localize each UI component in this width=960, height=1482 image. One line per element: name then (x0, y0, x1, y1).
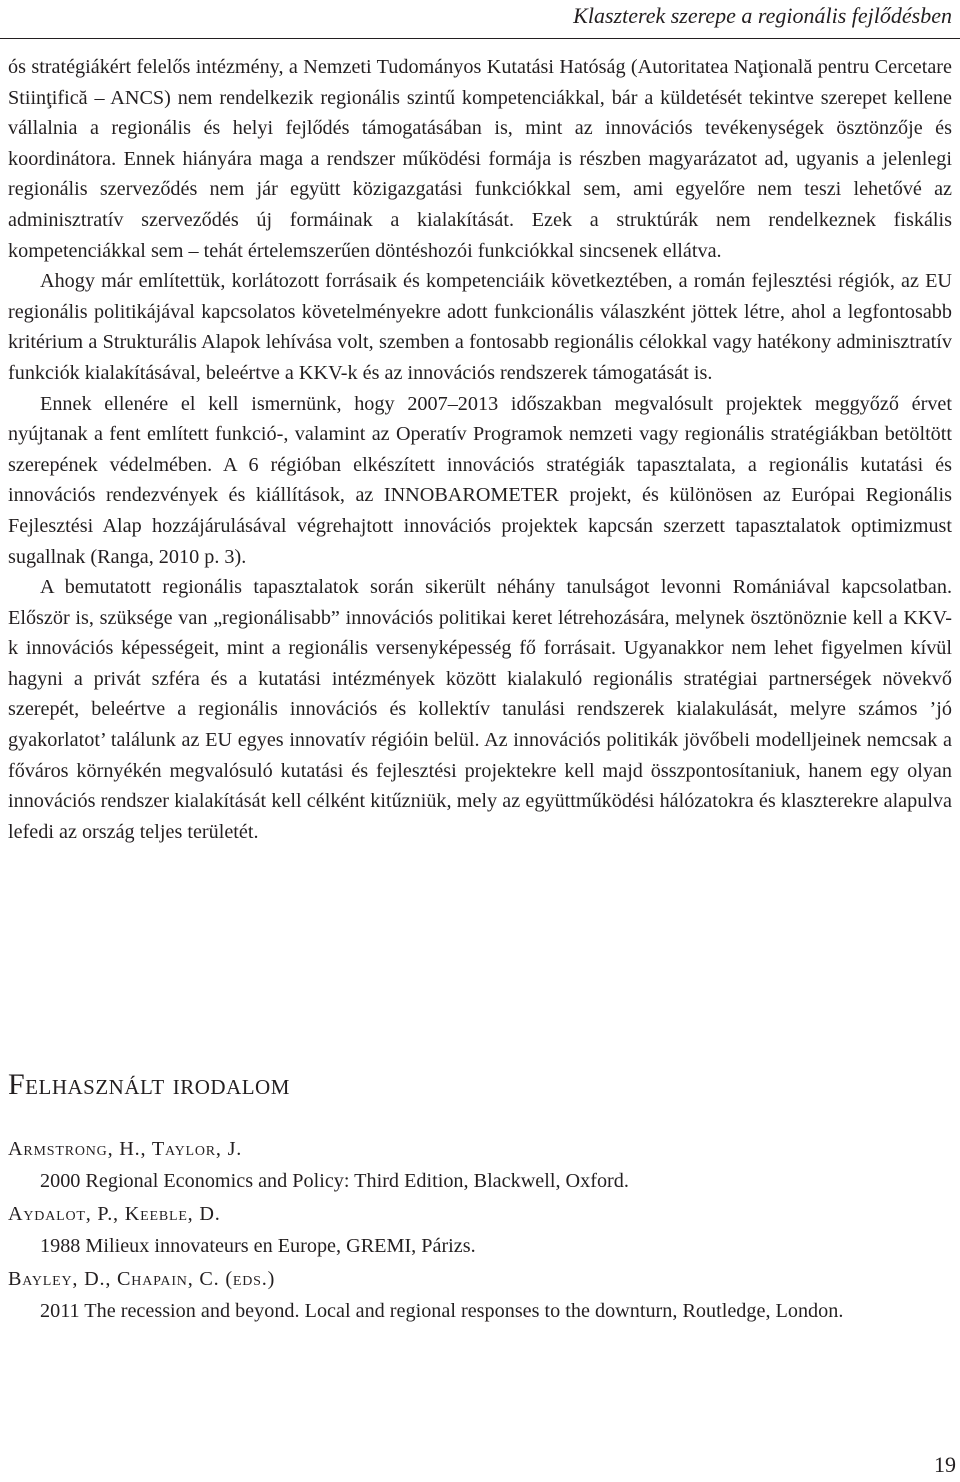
paragraph: ós stratégiákért felelős intézmény, a Nemzeti Tudományos Kutatási Hatóság (Autoritatea Naţională pentru Cercetare Stiinţifică – ANCS) nem rendelkezik regionális szintű kompetenciákkal, bár a küldetését tekintve szerepet kellene vállalnia a regionális és helyi fejlődés támogatásában is, mint az innovációs tevékenységek ösztönzője és koordinátora. Ennek hiányára maga a rendszer működési formája is részben magyarázatot ad, ugyanis a jelenlegi regionális szerveződés nem jár együtt közigazgatási funkciókkal sem, ami egyelőre nem teszi lehetővé az adminisztratív szerveződés új formáinak a kialakítását. Ezek a struktúrák nem rendelkeznek fiskális kompetenciákkal sem – tehát értelemszerűen döntéshozói funkciókkal sincsenek ellátva. (8, 56, 952, 262)
body-text (8, 52, 952, 847)
reference-entry (8, 1263, 952, 1328)
reference-detail: 2000 Regional Economics and Policy: Third Edition, Blackwell, Oxford. (40, 1170, 629, 1193)
reference-entry (8, 1198, 952, 1263)
reference-authors: Armstrong, H., Taylor, J. (8, 1138, 243, 1160)
reference-authors: Bayley, D., Chapain, C. (eds.) (8, 1267, 276, 1290)
section-heading: Felhasznált irodalom (8, 1068, 290, 1101)
reference-list (8, 1133, 952, 1327)
page-number: 19 (934, 1452, 956, 1477)
paragraph: Ennek ellenére el kell ismernünk, hogy 2007–2013 időszakban megvalósult projektek meggyőző érvet nyújtanak a fent említett funkció-, valamint az Operatív Programok nemzeti vagy regionális stratégiákban betöltött szerepének védelmében. A 6 régióban elkészített innovációs stratégiák tapasztalata, a regionális kutatási és innovációs rendezvények és kiállítások, az INNOBAROMETER projekt, és különösen az Európai Regionális Fejlesztési Alap hozzájárulásával végrehajtott innovációs projektek kapcsán szerzett tapasztalatok optimizmust sugallnak (Ranga, 2010 p. 3). (8, 392, 952, 568)
header-rule (0, 38, 960, 39)
reference-detail: 1988 Milieux innovateurs en Europe, GREMI, Párizs. (40, 1235, 476, 1258)
paragraph: Ahogy már említettük, korlátozott forrásaik és kompetenciáik következtében, a román fejlesztési régiók, az EU regionális politikájával kapcsolatos követelményekre adott funkcionális válaszként jöttek létre, ahol a legfontosabb kritérium a Strukturális Alapok lehívása volt, szemben a fontosabb regionális célokkal vagy hatékony adminisztratív funkciók kialakításával, beleértve a KKV-k és az innovációs rendszerek támogatását is. (8, 270, 952, 384)
paragraph: A bemutatott regionális tapasztalatok során sikerült néhány tanulságot levonni Romániával kapcsolatban. Először is, szüksége van „regionálisabb” innovációs politikai keret létrehozására, melynek ösztönöznie kell a KKV-k innovációs képességeit, mint a regionális versenyképesség fő forrásait. Ugyanakkor nem lehet figyelmen kívül hagyni a privát szféra és a kutatási intézmények között kialakuló regionális stratégiai partnerségek növekvő szerepét, beleértve a regionális innovációs és kollektív tanulási rendszerek kialakulását, melyre számos ’jó gyakorlatot’ találunk az EU egyes innovatív régióin belül. Az innovációs politikák jövőbeli modelljeinek nemcsak a főváros környékén megvalósuló kutatási és fejlesztési projektekre kell majd összpontosítaniuk, hanem egy olyan innovációs rendszer kialakítását kell célként kitűzniük, mely az együttműködési hálózatokra és klaszterekre alapulva lefedi az ország teljes területét. (8, 576, 952, 843)
reference-entry (8, 1133, 952, 1198)
running-header: Klaszterek szerepe a regionális fejlődésben (573, 3, 952, 28)
reference-authors: Aydalot, P., Keeble, D. (8, 1202, 221, 1225)
reference-detail: 2011 The recession and beyond. Local and regional responses to the downturn, Routledge, London. (40, 1300, 844, 1323)
